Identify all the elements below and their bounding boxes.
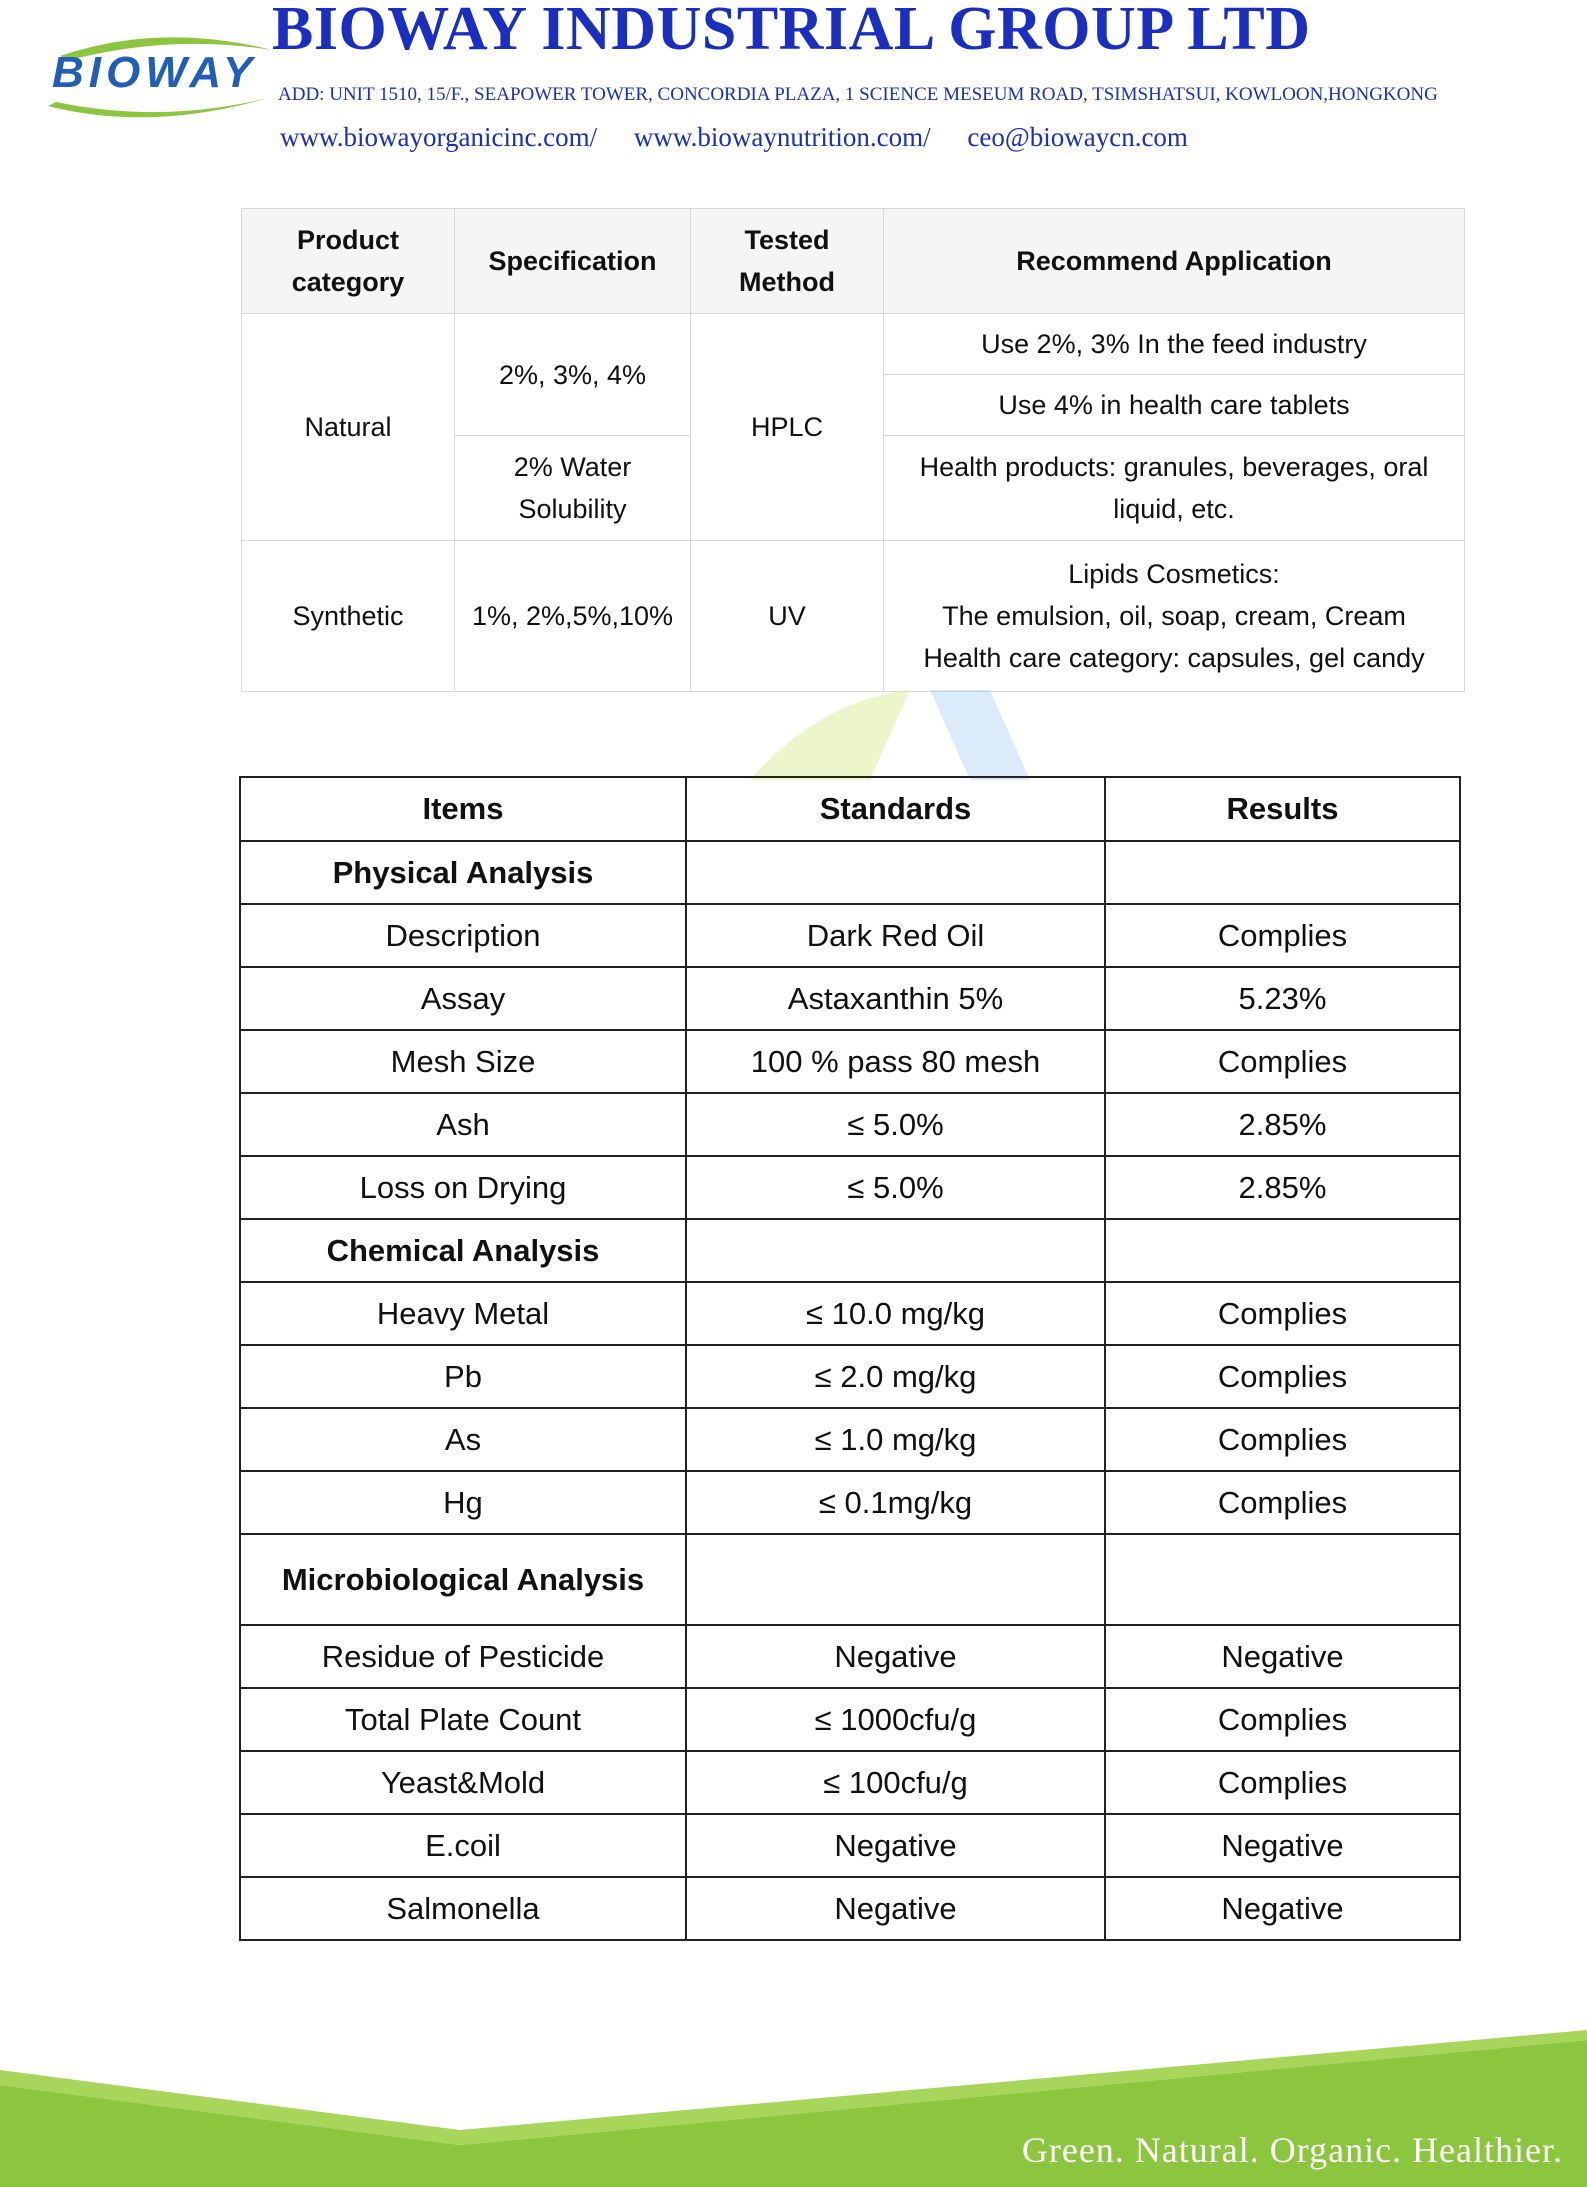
table-row: [240, 1345, 1460, 1408]
category-synthetic: Synthetic: [242, 541, 455, 692]
header-results: Results: [1105, 777, 1460, 841]
cell-result: 2.85%: [1105, 1093, 1460, 1156]
spec-natural-percent: 2%, 3%, 4%: [455, 314, 691, 436]
cell-item: Residue of Pesticide: [240, 1625, 686, 1688]
table-row: [240, 1156, 1460, 1219]
header-items: Items: [240, 777, 686, 841]
cell-standard: ≤ 10.0 mg/kg: [686, 1282, 1105, 1345]
cell-result: Complies: [1105, 1030, 1460, 1093]
section-title: Chemical Analysis: [240, 1219, 686, 1282]
method-uv: UV: [691, 541, 884, 692]
cell-standard: ≤ 100cfu/g: [686, 1751, 1105, 1814]
header-tested-method: Tested Method: [691, 209, 884, 314]
cell-standard: ≤ 0.1mg/kg: [686, 1471, 1105, 1534]
website-link-nutrition[interactable]: www.biowaynutrition.com/: [633, 122, 931, 152]
cell-standard: ≤ 1000cfu/g: [686, 1688, 1105, 1751]
cell-item: Pb: [240, 1345, 686, 1408]
table-row: [240, 1093, 1460, 1156]
cell-item: Assay: [240, 967, 686, 1030]
cell-result: Negative: [1105, 1877, 1460, 1940]
cell-result: [1105, 841, 1460, 904]
cell-result: 5.23%: [1105, 967, 1460, 1030]
cell-standard: Negative: [686, 1625, 1105, 1688]
website-link-organic[interactable]: www.biowayorganicinc.com/: [280, 122, 598, 152]
cell-standard: [686, 1534, 1105, 1625]
cell-result: Complies: [1105, 1408, 1460, 1471]
cell-item: Hg: [240, 1471, 686, 1534]
application-synthetic-line-3: Health care category: capsules, gel candy: [923, 643, 1425, 673]
cell-item: As: [240, 1408, 686, 1471]
email-link[interactable]: ceo@biowaycn.com: [967, 122, 1188, 152]
contact-links: [280, 122, 1218, 153]
table-row: [240, 1282, 1460, 1345]
section-row: [240, 1534, 1460, 1625]
analysis-table-body: [240, 841, 1460, 1940]
cell-standard: ≤ 5.0%: [686, 1093, 1105, 1156]
application-feed: Use 2%, 3% In the feed industry: [884, 314, 1465, 375]
section-title: Microbiological Analysis: [240, 1534, 686, 1625]
spec-water-solubility: 2% Water Solubility: [455, 436, 691, 541]
table-row: [240, 1030, 1460, 1093]
spec-row-synthetic: [242, 541, 1465, 692]
cell-standard: Astaxanthin 5%: [686, 967, 1105, 1030]
cell-standard: Negative: [686, 1877, 1105, 1940]
table-row: [240, 1471, 1460, 1534]
cell-result: [1105, 1219, 1460, 1282]
spec-row-natural-1: [242, 314, 1465, 375]
cell-result: Complies: [1105, 1282, 1460, 1345]
cell-standard: Dark Red Oil: [686, 904, 1105, 967]
cell-standard: 100 % pass 80 mesh: [686, 1030, 1105, 1093]
table-row: [240, 1688, 1460, 1751]
category-natural: Natural: [242, 314, 455, 541]
cell-result: Negative: [1105, 1625, 1460, 1688]
cell-item: Salmonella: [240, 1877, 686, 1940]
product-spec-table: [241, 208, 1465, 692]
header-standards: Standards: [686, 777, 1105, 841]
section-row: [240, 1219, 1460, 1282]
cell-item: Loss on Drying: [240, 1156, 686, 1219]
section-title: Physical Analysis: [240, 841, 686, 904]
table-row: [240, 967, 1460, 1030]
cell-standard: ≤ 1.0 mg/kg: [686, 1408, 1105, 1471]
cell-item: Heavy Metal: [240, 1282, 686, 1345]
table-row: [240, 1751, 1460, 1814]
table-row: [240, 1877, 1460, 1940]
cell-item: E.coil: [240, 1814, 686, 1877]
cell-item: Total Plate Count: [240, 1688, 686, 1751]
cell-standard: Negative: [686, 1814, 1105, 1877]
analysis-table: [239, 776, 1461, 1941]
application-synthetic: [884, 541, 1465, 692]
cell-result: 2.85%: [1105, 1156, 1460, 1219]
watermark-logo-icon: [730, 690, 1050, 790]
application-health-products: Health products: granules, beverages, oral liquid, etc.: [884, 436, 1465, 541]
cell-standard: ≤ 5.0%: [686, 1156, 1105, 1219]
letterhead: [0, 0, 1587, 160]
table-row: [240, 1814, 1460, 1877]
bioway-logo: [40, 28, 280, 118]
spec-header-row: [242, 209, 1465, 314]
logo-text: BIOWAY: [52, 48, 258, 97]
table-row: [240, 1625, 1460, 1688]
method-hplc: HPLC: [691, 314, 884, 541]
analysis-header-row: [240, 777, 1460, 841]
cell-standard: [686, 1219, 1105, 1282]
cell-result: Complies: [1105, 1345, 1460, 1408]
footer-banner: [0, 2030, 1587, 2187]
table-row: [240, 1408, 1460, 1471]
cell-result: Complies: [1105, 1751, 1460, 1814]
section-row: [240, 841, 1460, 904]
footer-tagline: Green. Natural. Organic. Healthier.: [1021, 2130, 1563, 2170]
cell-standard: [686, 841, 1105, 904]
cell-result: Complies: [1105, 1688, 1460, 1751]
application-synthetic-line-2: The emulsion, oil, soap, cream, Cream: [942, 601, 1406, 631]
cell-item: Description: [240, 904, 686, 967]
cell-result: Complies: [1105, 1471, 1460, 1534]
table-row: [240, 904, 1460, 967]
cell-item: Ash: [240, 1093, 686, 1156]
cell-standard: ≤ 2.0 mg/kg: [686, 1345, 1105, 1408]
cell-item: Yeast&Mold: [240, 1751, 686, 1814]
header-product-category: Product category: [242, 209, 455, 314]
cell-result: Negative: [1105, 1814, 1460, 1877]
application-synthetic-line-1: Lipids Cosmetics:: [1068, 559, 1280, 589]
cell-item: Mesh Size: [240, 1030, 686, 1093]
company-address: ADD: UNIT 1510, 15/F., SEAPOWER TOWER, CONCORDIA PLAZA, 1 SCIENCE MESEUM ROAD, TSIMSHATSUI, KOWLOON,HONGKONG: [278, 84, 1438, 105]
cell-result: [1105, 1534, 1460, 1625]
company-name: BIOWAY INDUSTRIAL GROUP LTD: [272, 0, 1311, 63]
spec-synthetic-percent: 1%, 2%,5%,10%: [455, 541, 691, 692]
header-specification: Specification: [455, 209, 691, 314]
header-recommend-application: Recommend Application: [884, 209, 1465, 314]
cell-result: Complies: [1105, 904, 1460, 967]
application-tablets: Use 4% in health care tablets: [884, 375, 1465, 436]
